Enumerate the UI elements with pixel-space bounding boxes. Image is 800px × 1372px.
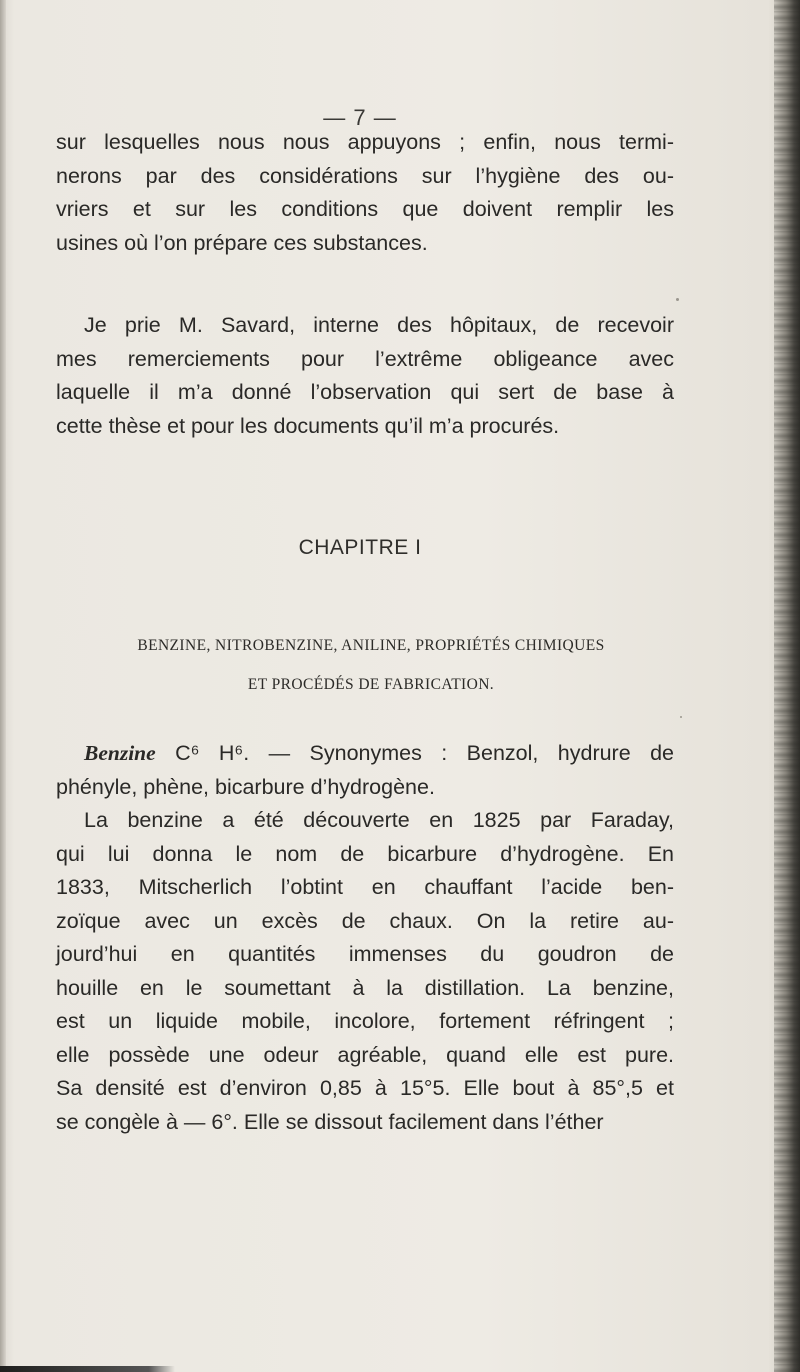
chemical-formula: C⁶ H⁶.: [175, 741, 250, 765]
intro-paragraph: [56, 126, 674, 260]
text-line: La benzine a été découverte en 1825 par Faraday,: [84, 808, 674, 832]
text-line: sur lesquelles nous nous appuyons ; enfin, nous termi-: [56, 130, 674, 154]
text-line: houille en le soumettant à la distillation. La benzine,: [56, 975, 674, 1000]
chapter-subtitle-line-2: ET PROCÉDÉS DE FABRICATION.: [247, 676, 495, 693]
text-line: laquelle il m’a donné l’observation qui sert de base à: [56, 380, 674, 404]
bottom-edge-shadow: [0, 1366, 175, 1372]
text-line: se congèle à — 6°. Elle se dissout facilement dans l’éther: [56, 1109, 604, 1134]
synonyms-text: — Synonymes : Benzol, hydrure de: [249, 741, 674, 765]
paper-speck: [680, 716, 682, 718]
text-line: usines où l’on prépare ces substances.: [56, 230, 428, 255]
text-line: vriers et sur les conditions que doivent remplir les: [56, 197, 674, 221]
text-line: Sa densité est d’environ 0,85 à 15°5. Elle bout à 85°,5 et: [56, 1076, 674, 1100]
term-benzine: Benzine: [84, 741, 156, 765]
page-number: — 7 —: [323, 105, 397, 130]
chapter-subtitle-line-1: BENZINE, NITROBENZINE, ANILINE, PROPRIÉTÉS CHIMIQUES: [137, 637, 605, 654]
text-line: elle possède une odeur agréable, quand elle est pure.: [56, 1042, 674, 1067]
text-line: est un liquide mobile, incolore, fortement réfringent ;: [56, 1009, 674, 1033]
text-line: qui lui donna le nom de bicarbure d’hydrogène. En: [56, 841, 674, 866]
text-line: 1833, Mitscherlich l’obtint en chauffant l’acide ben-: [56, 875, 674, 899]
paper-speck: [676, 298, 679, 301]
text-line: cette thèse et pour les documents qu’il m’a procurés.: [56, 413, 560, 438]
text-line: jourd’hui en quantités immenses du goudron de: [56, 942, 674, 966]
text-line: nerons par des considérations sur l’hygiène des ou-: [56, 163, 674, 188]
text-line: Je prie M. Savard, interne des hôpitaux, de recevoir: [84, 313, 674, 337]
chapter-title: CHAPITRE I: [298, 536, 422, 559]
text-line: mes remerciements pour l’extrême obligeance avec: [56, 346, 674, 371]
text-line: phényle, phène, bicarbure d’hydrogène.: [56, 774, 435, 799]
benzine-first-line: [56, 737, 674, 771]
thanks-paragraph: [56, 309, 674, 443]
book-spine-edge: [774, 0, 800, 1372]
page-left-edge: [0, 0, 6, 1372]
benzine-paragraph: [56, 737, 674, 1139]
text-line: zoïque avec un excès de chaux. On la retire au-: [56, 908, 674, 933]
